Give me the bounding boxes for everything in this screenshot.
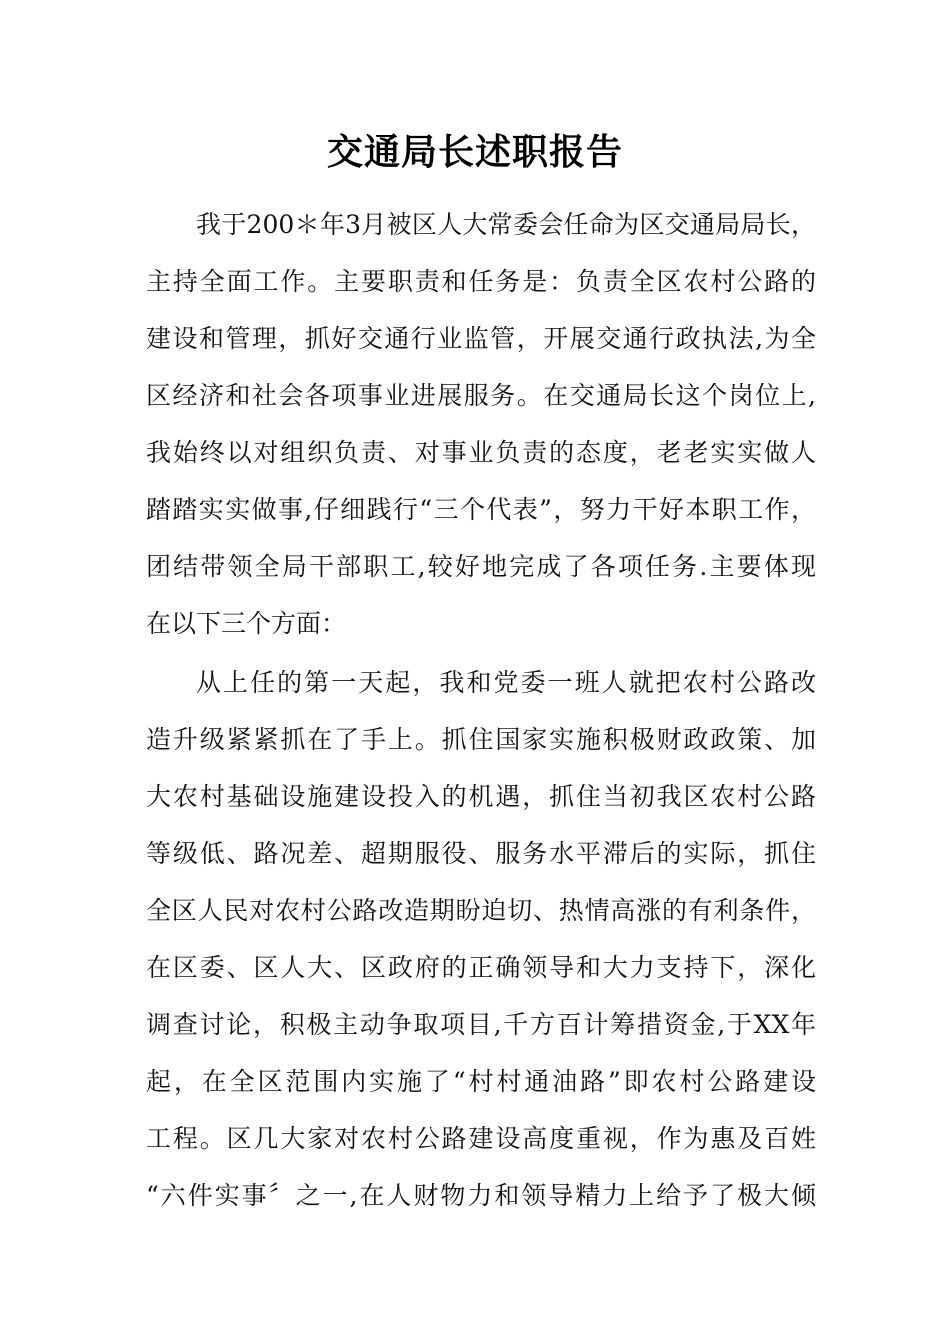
paragraph-2-line-10: “六件实事〞之一,在人财物力和领导精力上给予了极大倾	[146, 1181, 816, 1210]
paragraph-2-line-9: 工程。区几大家对农村公路建设高度重视，作为惠及百姓	[146, 1124, 816, 1153]
paragraph-2-line-2: 造升级紧紧抓在了手上。抓住国家实施积极财政政策、加	[146, 725, 816, 754]
paragraph-1-line-4: 区经济和社会各项事业进展服务。在交通局长这个岗位上,	[146, 381, 816, 410]
paragraph-2-line-1: 从上任的第一天起，我和党委一班人就把农村公路改	[196, 668, 816, 697]
paragraph-2-line-8: 起，在全区范围内实施了“村村通油路”即农村公路建设	[146, 1067, 816, 1096]
paragraph-1-line-7: 团结带领全局干部职工,较好地完成了各项任务.主要体现	[146, 552, 816, 581]
paragraph-2-line-6: 在区委、区人大、区政府的正确领导和大力支持下，深化	[146, 953, 816, 982]
paragraph-1-line-2: 主持全面工作。主要职责和任务是：负责全区农村公路的	[146, 267, 816, 296]
paragraph-2-line-5: 全区人民对农村公路改造期盼迫切、热情高涨的有利条件，	[146, 896, 816, 925]
paragraph-2-line-7: 调查讨论，积极主动争取项目,千方百计筹措资金,于XX年	[146, 1010, 816, 1039]
paragraph-1-line-5: 我始终以对组织负责、对事业负责的态度，老老实实做人	[146, 438, 816, 467]
paragraph-1-line-3: 建设和管理，抓好交通行业监管，开展交通行政执法,为全	[146, 324, 816, 353]
paragraph-2-line-3: 大农村基础设施建设投入的机遇，抓住当初我区农村公路	[146, 782, 816, 811]
document-title: 交通局长述职报告	[326, 131, 623, 173]
paragraph-1-line-6: 踏踏实实做事,仔细践行“三个代表”，努力干好本职工作，	[146, 495, 816, 524]
paragraph-1-line-1: 我于200＊年3月被区人大常委会任命为区交通局局长，	[196, 210, 816, 239]
paragraph-1-line-8: 在以下三个方面：	[146, 609, 347, 638]
paragraph-2-line-4: 等级低、路况差、超期服役、服务水平滞后的实际，抓住	[146, 839, 816, 868]
